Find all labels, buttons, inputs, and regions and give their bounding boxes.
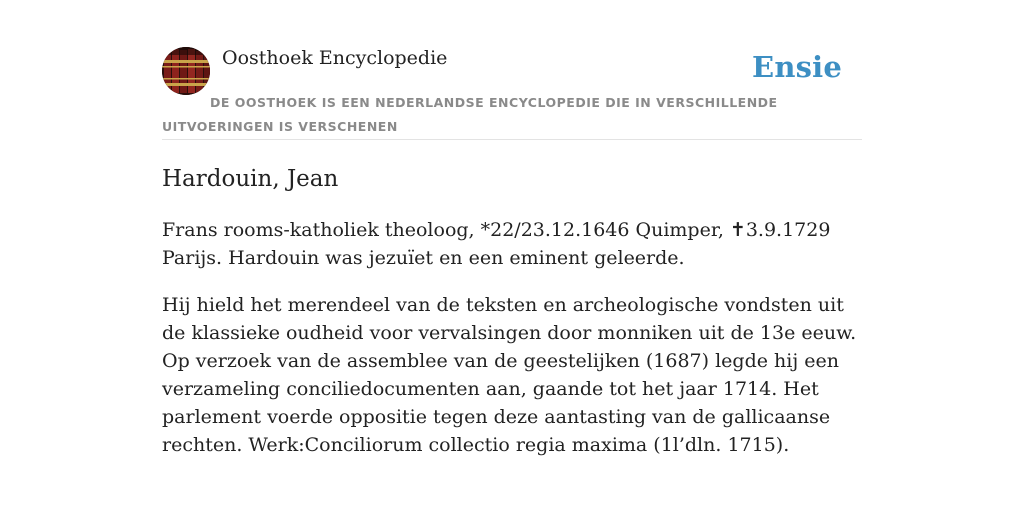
article (162, 163, 862, 459)
article-title: Hardouin, Jean (162, 166, 339, 192)
encyclopedia-books-icon[interactable] (162, 47, 210, 95)
header-divider (162, 139, 862, 140)
site-title[interactable]: Oosthoek Encyclopedie (222, 47, 448, 69)
site-header (162, 44, 862, 140)
brand-logo[interactable]: Ensie (752, 50, 842, 84)
site-tagline: DE OOSTHOEK IS EEN NEDERLANDSE ENCYCLOPEDIE DIE IN VERSCHILLENDE UITVOERINGEN IS VERSCHENEN (162, 95, 778, 134)
article-paragraph: Hij hield het merendeel van de teksten en archeologische vondsten uit de klassieke oudheid voor vervalsingen door monniken uit de 13e eeuw. Op verzoek van de assemblee van de geestelijken (1687) legde hij een verzameling conciliedocumenten aan, gaande tot het jaar 1714. Het parlement voerde oppositie tegen deze aantasting van de gallicaanse rechten. Werk:Conciliorum collectio regia maxima (1l’dln. 1715). (162, 294, 857, 456)
article-paragraph: Frans rooms-katholiek theoloog, *22/23.12.1646 Quimper, ✝3.9.1729 Parijs. Hardouin was jezuïet en een eminent geleerde. (162, 219, 831, 269)
